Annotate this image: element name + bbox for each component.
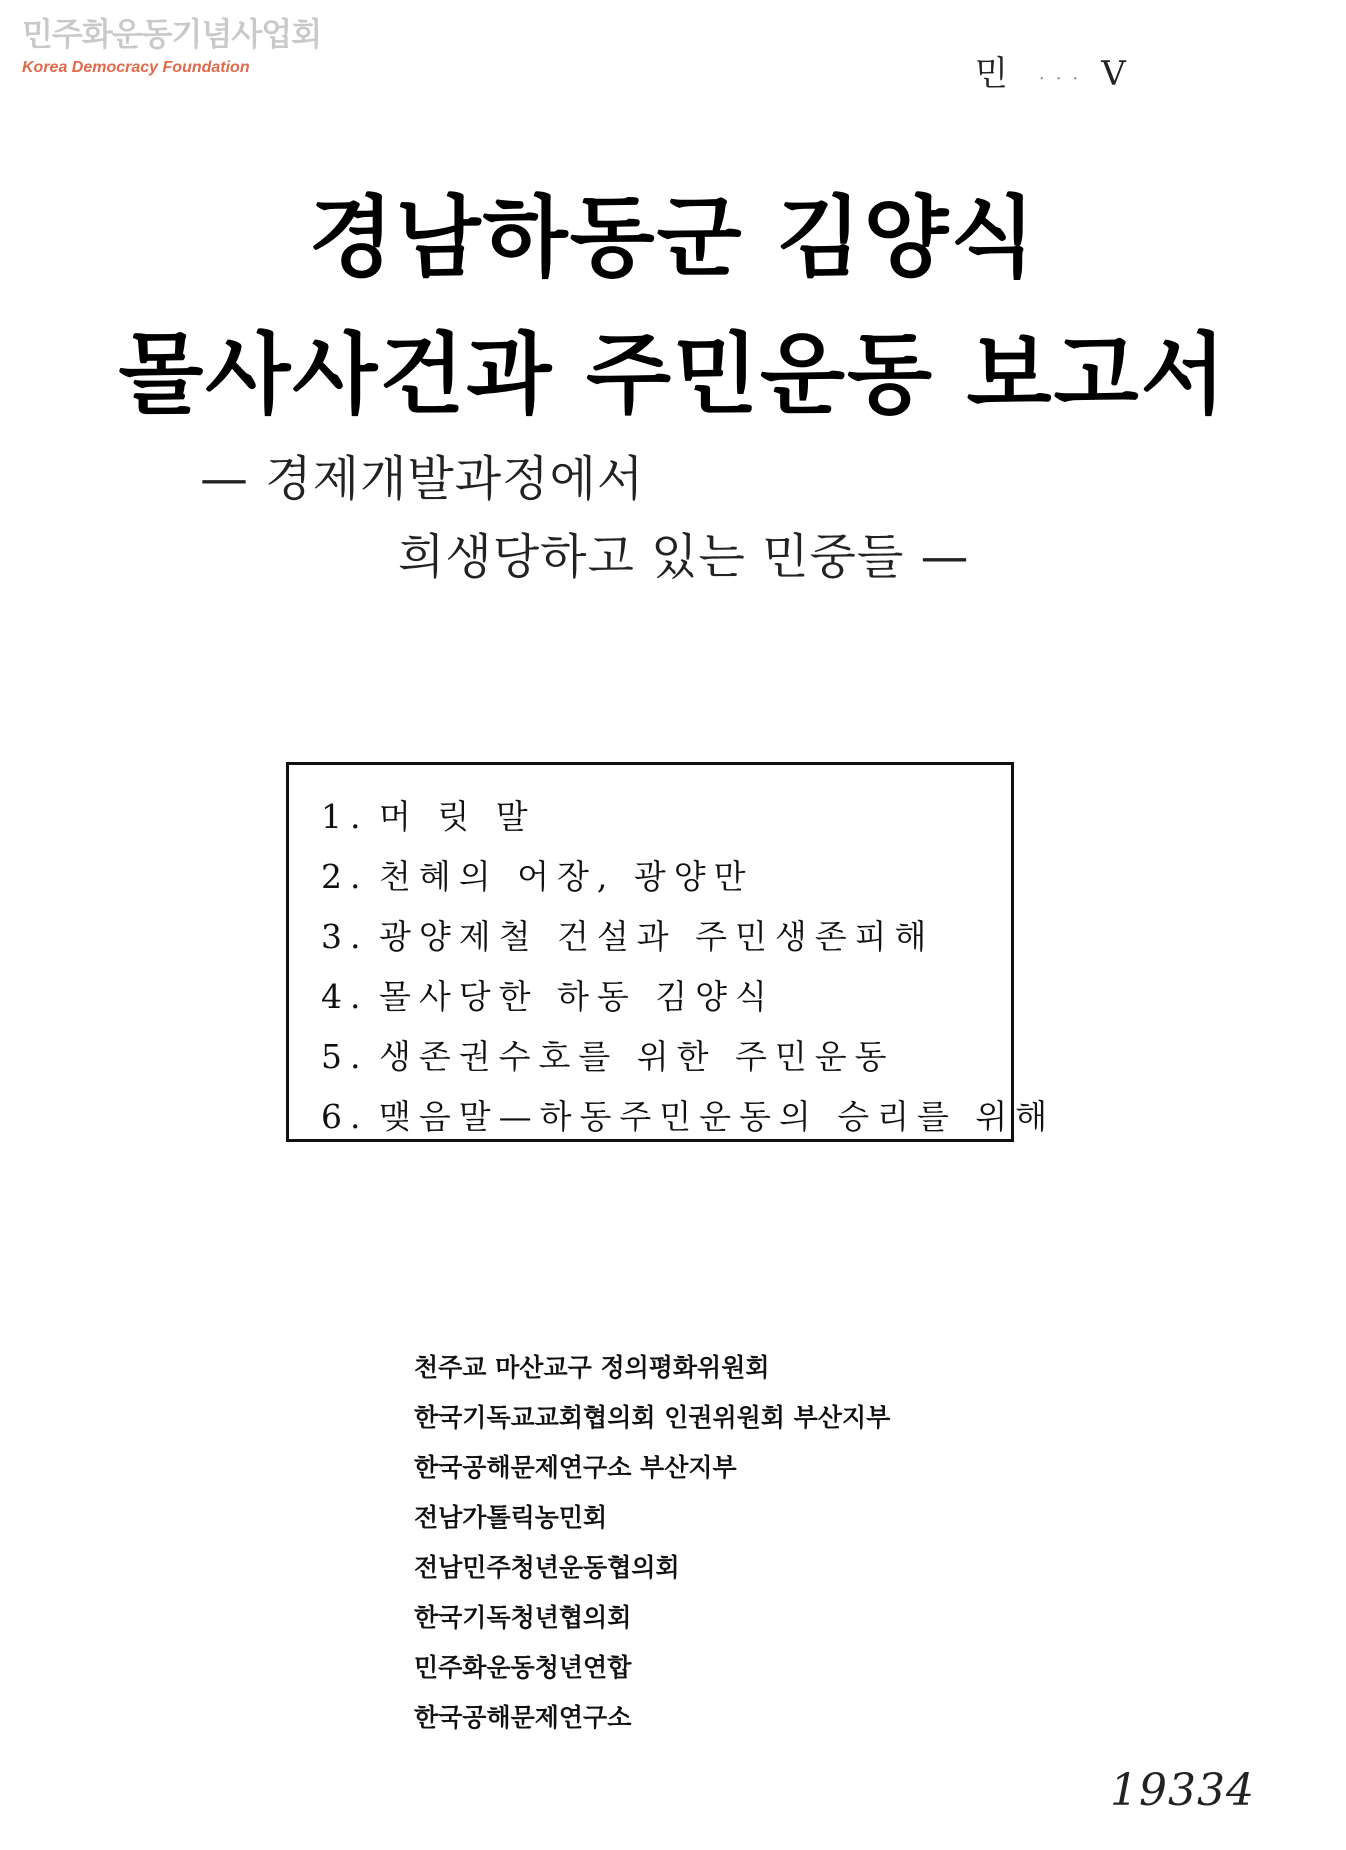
toc-text: 몰사당한 하동 김양식 <box>379 977 775 1016</box>
toc-number: 4. <box>321 977 369 1016</box>
toc-text: 머 릿 말 <box>379 797 536 836</box>
handwritten-check: V <box>1101 54 1136 94</box>
handwritten-faint: · · · <box>1038 66 1081 90</box>
organization-name: 한국기독청년협의회 <box>414 1603 632 1632</box>
toc-item <box>321 791 536 838</box>
toc-item <box>321 1091 1055 1138</box>
toc-item <box>321 851 754 898</box>
watermark-logo <box>22 15 322 76</box>
toc-number: 1. <box>321 797 369 836</box>
handwritten-top-mark <box>975 46 1136 95</box>
organization-name: 한국기독교교회협의회 인권위원회 부산지부 <box>414 1403 891 1432</box>
toc-number: 2. <box>321 857 369 896</box>
organization-name: 전남가톨릭농민회 <box>414 1503 608 1532</box>
toc-item <box>321 1031 895 1078</box>
document-title-line-1: 경남하동군 김양식 <box>308 186 1038 289</box>
handwritten-min: 민 <box>975 54 1018 94</box>
toc-text: 맺음말—하동주민운동의 승리를 위해 <box>379 1097 1056 1136</box>
table-of-contents <box>286 762 1056 1142</box>
toc-number: 6. <box>321 1097 369 1136</box>
toc-item <box>321 911 934 958</box>
handwritten-archive-number: 19334 <box>1110 1765 1255 1816</box>
organization-name: 한국공해문제연구소 <box>414 1703 632 1732</box>
subtitle-line-2: 희생당하고 있는 민중들 — <box>398 529 970 585</box>
subtitle-line-1: — 경제개발과정에서 <box>200 451 645 507</box>
document-title-line-2: 몰사사건과 주민운동 보고서 <box>118 323 1228 426</box>
organization-name: 한국공해문제연구소 부산지부 <box>414 1453 737 1482</box>
toc-text: 천혜의 어장, 광양만 <box>379 857 754 896</box>
watermark-korean: 민주화운동기념사업회 <box>22 15 322 53</box>
organization-name: 천주교 마산교구 정의평화위원회 <box>414 1353 770 1382</box>
toc-text: 생존권수호를 위한 주민운동 <box>379 1037 895 1076</box>
organization-name: 전남민주청년운동협의회 <box>414 1553 680 1582</box>
toc-number: 5. <box>321 1037 369 1076</box>
toc-item <box>321 971 775 1018</box>
organization-name: 민주화운동청년연합 <box>414 1653 632 1682</box>
watermark-english: Korea Democracy Foundation <box>22 59 250 76</box>
toc-number: 3. <box>321 917 369 956</box>
toc-text: 광양제철 건설과 주민생존피해 <box>379 917 935 956</box>
